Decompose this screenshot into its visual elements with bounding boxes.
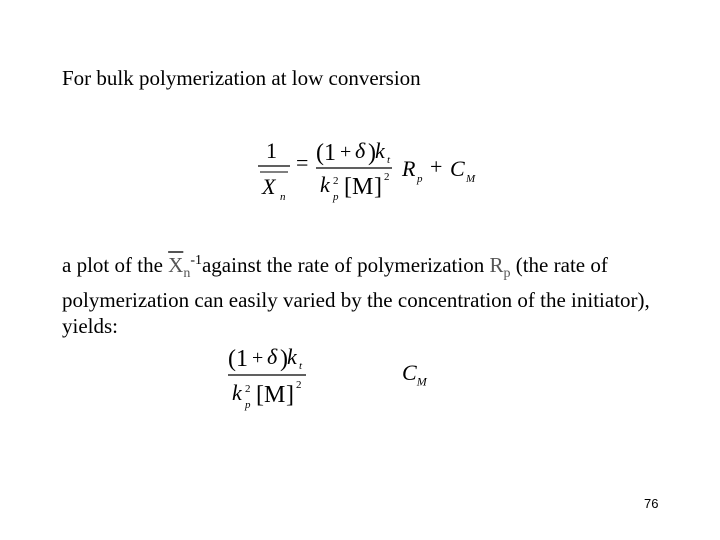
num-k-sub: t xyxy=(387,154,391,166)
slope-den-close-bracket: ] xyxy=(286,382,294,408)
page-number: 76 xyxy=(644,496,659,511)
cm-sub: M xyxy=(466,173,476,185)
slide-paragraph xyxy=(62,248,677,339)
xn-symbol: $\overline{X}$ xyxy=(168,253,184,277)
rp-symbol-text: R xyxy=(489,253,504,277)
den-k-sub: p xyxy=(333,191,339,203)
rp-symbol: R xyxy=(402,156,416,181)
den-bracket-m: [M xyxy=(344,174,374,200)
slope-open-paren: (1 xyxy=(228,346,248,372)
intercept-cm xyxy=(402,360,427,389)
slope-den-k: k xyxy=(232,380,242,405)
slope-close-paren: ) xyxy=(280,346,288,372)
slope-expression xyxy=(224,340,324,420)
slope-den-exponent: 2 xyxy=(296,379,302,391)
slope-den-k-sub: p xyxy=(245,399,251,411)
para-text-1: a plot of the xyxy=(62,253,169,277)
den-k-sup: 2 xyxy=(333,175,339,187)
xn-subscript: n xyxy=(183,266,191,282)
slope-den-bracket-m: [M xyxy=(256,382,286,408)
lhs-denominator-sub: n xyxy=(280,191,286,203)
lhs-denominator: X xyxy=(262,174,276,199)
num-plus: + xyxy=(340,141,352,163)
slope-den-k-sup: 2 xyxy=(245,383,251,395)
den-exponent: 2 xyxy=(384,171,390,183)
plus-sign: + xyxy=(430,154,443,179)
slope-k-sub: t xyxy=(299,360,303,372)
num-delta: δ xyxy=(355,138,366,163)
num-k: k xyxy=(375,138,385,163)
para-text-2: against the rate of polymerization xyxy=(201,253,490,277)
lhs-numerator: 1 xyxy=(266,138,277,163)
intercept-cm-sub: M xyxy=(416,374,427,389)
mayo-equation xyxy=(254,128,494,210)
slope-k: k xyxy=(287,344,297,369)
para-text-3: (the rate of polymerization can easily varied by the concentration of the initiator), yields: xyxy=(62,253,650,339)
slope-plus: + xyxy=(252,347,264,369)
cm-symbol: C xyxy=(450,156,465,181)
equals-sign: = xyxy=(296,150,309,175)
rp-subscript-text: p xyxy=(503,266,511,282)
num-close-paren: ) xyxy=(368,140,376,166)
den-close-bracket: ] xyxy=(374,174,382,200)
intercept-cm-symbol: C xyxy=(402,360,417,385)
num-open-paren: (1 xyxy=(316,140,336,166)
rp-sub: p xyxy=(417,173,423,185)
slope-delta: δ xyxy=(267,344,278,369)
den-k: k xyxy=(320,172,330,197)
slide-heading: For bulk polymerization at low conversion xyxy=(62,66,421,90)
xn-superscript: -1 xyxy=(190,253,202,268)
